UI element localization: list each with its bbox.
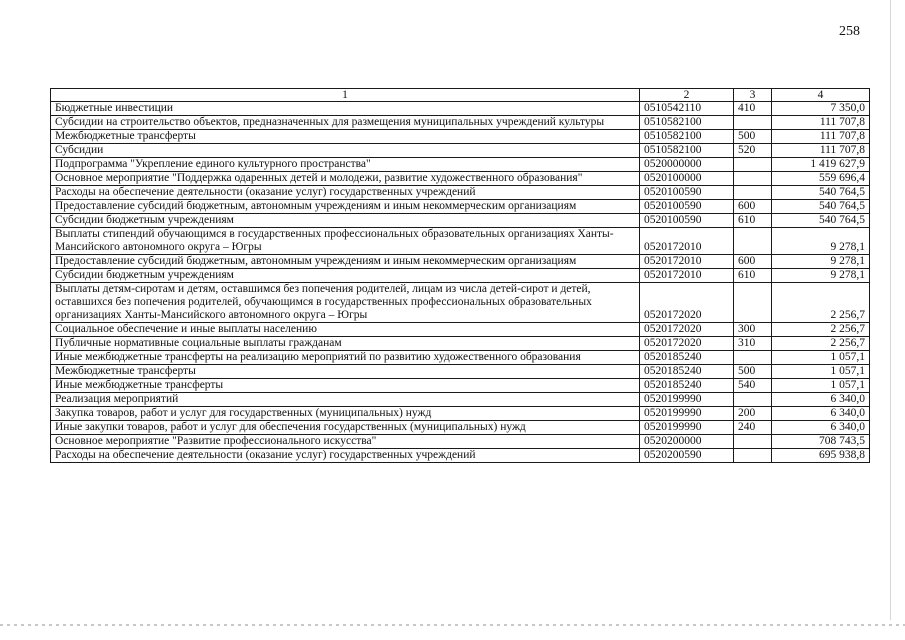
table-row <box>51 214 870 228</box>
row-amount: 9 278,1 <box>772 255 870 269</box>
row-expense-type: 200 <box>734 407 772 421</box>
row-name: Подпрограмма "Укрепление единого культурного пространства" <box>51 158 640 172</box>
table-row <box>51 283 870 323</box>
header-row <box>51 89 870 102</box>
row-code: 0520200000 <box>640 435 734 449</box>
row-code: 0520100000 <box>640 172 734 186</box>
row-amount: 111 707,8 <box>772 144 870 158</box>
row-code: 0520199990 <box>640 421 734 435</box>
table-row <box>51 407 870 421</box>
row-code: 0520100590 <box>640 186 734 200</box>
row-amount: 1 057,1 <box>772 351 870 365</box>
row-amount: 111 707,8 <box>772 130 870 144</box>
row-name: Субсидии бюджетным учреждениям <box>51 269 640 283</box>
table-header <box>51 89 870 102</box>
row-code: 0510582100 <box>640 144 734 158</box>
row-code: 0520185240 <box>640 365 734 379</box>
table-row <box>51 449 870 463</box>
row-amount: 1 057,1 <box>772 379 870 393</box>
table-row <box>51 379 870 393</box>
row-name: Выплаты детям-сиротам и детям, оставшимся без попечения родителей, лицам из числа детей-сирот и детей, оставшихся без попечения родителей, обучающимся в государственных профессиональных образовательных организациях Ханты-Мансийского автономного округа – Югры <box>51 283 640 323</box>
row-amount: 2 256,7 <box>772 323 870 337</box>
table-row <box>51 435 870 449</box>
page-number: 258 <box>839 24 860 39</box>
row-name: Межбюджетные трансферты <box>51 365 640 379</box>
row-expense-type: 500 <box>734 365 772 379</box>
row-code: 0520172020 <box>640 283 734 323</box>
row-amount: 111 707,8 <box>772 116 870 130</box>
row-code: 0520100590 <box>640 214 734 228</box>
row-amount: 1 057,1 <box>772 365 870 379</box>
row-expense-type: 500 <box>734 130 772 144</box>
row-expense-type: 300 <box>734 323 772 337</box>
row-expense-type <box>734 351 772 365</box>
row-name: Бюджетные инвестиции <box>51 102 640 116</box>
row-code: 0520172020 <box>640 337 734 351</box>
row-amount: 1 419 627,9 <box>772 158 870 172</box>
row-name: Иные закупки товаров, работ и услуг для обеспечения государственных (муниципальных) нужд <box>51 421 640 435</box>
row-name: Субсидии бюджетным учреждениям <box>51 214 640 228</box>
row-name: Межбюджетные трансферты <box>51 130 640 144</box>
row-code: 0520199990 <box>640 407 734 421</box>
table-row <box>51 351 870 365</box>
header-col-1: 1 <box>51 89 640 102</box>
header-col-3: 3 <box>734 89 772 102</box>
row-expense-type <box>734 186 772 200</box>
table-row <box>51 144 870 158</box>
row-name: Расходы на обеспечение деятельности (оказание услуг) государственных учреждений <box>51 186 640 200</box>
table-body <box>51 102 870 463</box>
row-expense-type: 610 <box>734 269 772 283</box>
row-expense-type <box>734 435 772 449</box>
row-name: Предоставление субсидий бюджетным, автономным учреждениям и иным некоммерческим организациям <box>51 255 640 269</box>
row-name: Расходы на обеспечение деятельности (оказание услуг) государственных учреждений <box>51 449 640 463</box>
row-code: 0520185240 <box>640 379 734 393</box>
row-code: 0510582100 <box>640 116 734 130</box>
row-name: Выплаты стипендий обучающимся в государственных профессиональных образовательных организациях Ханты-Мансийского автономного округа – Югры <box>51 228 640 255</box>
row-amount: 540 764,5 <box>772 186 870 200</box>
row-name: Иные межбюджетные трансферты <box>51 379 640 393</box>
table-row <box>51 186 870 200</box>
row-amount: 540 764,5 <box>772 200 870 214</box>
row-expense-type <box>734 283 772 323</box>
row-name: Субсидии <box>51 144 640 158</box>
row-expense-type: 520 <box>734 144 772 158</box>
row-expense-type <box>734 228 772 255</box>
row-name: Предоставление субсидий бюджетным, автономным учреждениям и иным некоммерческим организациям <box>51 200 640 214</box>
row-expense-type <box>734 172 772 186</box>
row-amount: 540 764,5 <box>772 214 870 228</box>
table-row <box>51 255 870 269</box>
row-expense-type: 600 <box>734 200 772 214</box>
row-expense-type: 600 <box>734 255 772 269</box>
scan-artifact-line <box>0 624 905 626</box>
row-code: 0520200590 <box>640 449 734 463</box>
row-amount: 6 340,0 <box>772 393 870 407</box>
row-code: 0520199990 <box>640 393 734 407</box>
table-row <box>51 228 870 255</box>
row-code: 0520172010 <box>640 269 734 283</box>
row-expense-type <box>734 116 772 130</box>
row-name: Иные межбюджетные трансферты на реализацию мероприятий по развитию художественного образования <box>51 351 640 365</box>
table-row <box>51 172 870 186</box>
table-row <box>51 421 870 435</box>
table-row <box>51 200 870 214</box>
table-row <box>51 102 870 116</box>
row-amount: 708 743,5 <box>772 435 870 449</box>
scan-artifact-edge <box>890 0 891 620</box>
row-name: Публичные нормативные социальные выплаты гражданам <box>51 337 640 351</box>
row-expense-type: 310 <box>734 337 772 351</box>
row-expense-type <box>734 449 772 463</box>
table-row <box>51 393 870 407</box>
row-name: Субсидии на строительство объектов, предназначенных для размещения муниципальных учреждений культуры <box>51 116 640 130</box>
row-name: Основное мероприятие "Развитие профессионального искусства" <box>51 435 640 449</box>
header-col-4: 4 <box>772 89 870 102</box>
row-code: 0520185240 <box>640 351 734 365</box>
row-expense-type: 410 <box>734 102 772 116</box>
row-amount: 695 938,8 <box>772 449 870 463</box>
row-amount: 559 696,4 <box>772 172 870 186</box>
row-amount: 9 278,1 <box>772 269 870 283</box>
table-row <box>51 337 870 351</box>
row-code: 0510542110 <box>640 102 734 116</box>
table-row <box>51 130 870 144</box>
row-code: 0510582100 <box>640 130 734 144</box>
row-code: 0520000000 <box>640 158 734 172</box>
row-amount: 2 256,7 <box>772 283 870 323</box>
row-name: Социальное обеспечение и иные выплаты населению <box>51 323 640 337</box>
row-expense-type: 540 <box>734 379 772 393</box>
row-expense-type <box>734 393 772 407</box>
row-expense-type: 240 <box>734 421 772 435</box>
table-row <box>51 323 870 337</box>
table-row <box>51 365 870 379</box>
table-row <box>51 158 870 172</box>
row-name: Реализация мероприятий <box>51 393 640 407</box>
row-amount: 6 340,0 <box>772 421 870 435</box>
row-name: Закупка товаров, работ и услуг для государственных (муниципальных) нужд <box>51 407 640 421</box>
row-amount: 6 340,0 <box>772 407 870 421</box>
row-code: 0520172010 <box>640 228 734 255</box>
row-name: Основное мероприятие "Поддержка одаренных детей и молодежи, развитие художественного образования" <box>51 172 640 186</box>
table-row <box>51 269 870 283</box>
budget-table <box>50 88 870 463</box>
row-amount: 2 256,7 <box>772 337 870 351</box>
row-expense-type <box>734 158 772 172</box>
row-code: 0520172020 <box>640 323 734 337</box>
table-row <box>51 116 870 130</box>
row-amount: 9 278,1 <box>772 228 870 255</box>
row-expense-type: 610 <box>734 214 772 228</box>
row-code: 0520172010 <box>640 255 734 269</box>
row-amount: 7 350,0 <box>772 102 870 116</box>
header-col-2: 2 <box>640 89 734 102</box>
row-code: 0520100590 <box>640 200 734 214</box>
